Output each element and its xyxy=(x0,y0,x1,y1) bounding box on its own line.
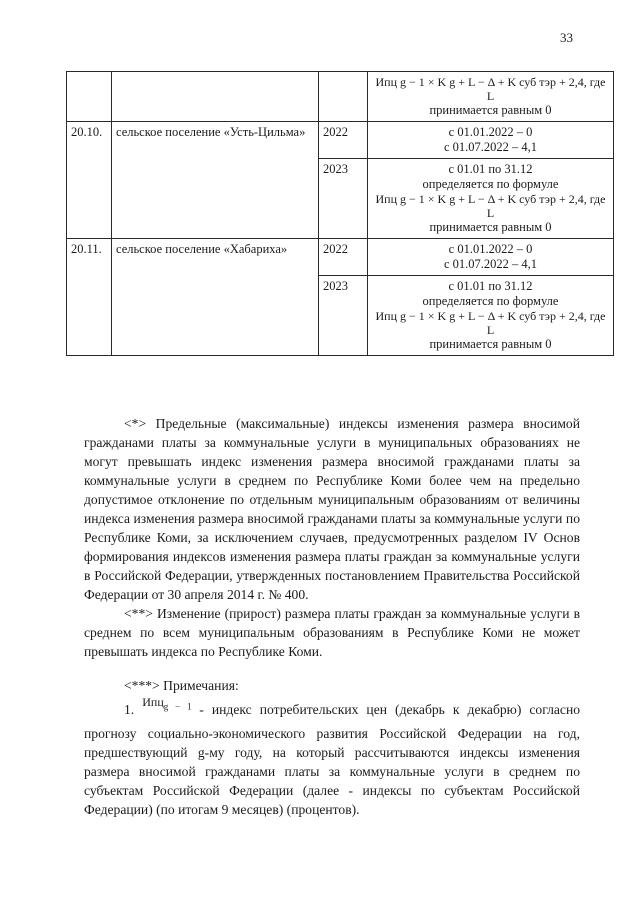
formula: Ипц g − 1 × K g + L − Δ + K суб тэр + 2,4, где L xyxy=(375,309,606,337)
note-1 xyxy=(84,695,581,819)
note-1-text: - индекс потребительских цен (декабрь к декабрю) согласно прогнозу социально-экономического развития Российской Федерации на год, предшествующий g-му году, на который рассчитываются индексы изменения размера вносимой гражданами платы за коммунальные услуги в среднем по субъектам Российской Федерации (далее - индексы по субъектам Российской Федерации) (по итогам 9 месяцев) (процентов). xyxy=(84,702,581,818)
table-cell-value: с 01.01.2022 – 0 с 01.07.2022 – 4,1 xyxy=(368,122,614,159)
table-row xyxy=(67,72,614,122)
indices-table xyxy=(66,71,614,356)
table-cell-text: принимается равным 0 xyxy=(429,103,552,117)
year-cell: 2023 xyxy=(319,159,368,239)
settlement-name: сельское поселение «Усть-Цильма» xyxy=(112,122,319,239)
year-cell: 2023 xyxy=(319,276,368,356)
formula: Ипц g − 1 × K g + L − Δ + K суб тэр + 2,4, где L xyxy=(375,75,606,103)
year-cell: 2022 xyxy=(319,122,368,159)
page-number: 33 xyxy=(560,30,573,45)
table-cell-value: с 01.01 по 31.12 определяется по формуле Ипц g − 1 × K g + L − Δ + K суб тэр + 2,4, где L принимается равным 0 xyxy=(368,159,614,239)
table-row xyxy=(67,239,614,276)
footnote-2: <**> Изменение (прирост) размера платы граждан за коммунальные услуги в среднем по всем муниципальным образованиям в Республике Коми не может превышать индекса по Республике Коми. xyxy=(84,606,580,659)
table-cell-value: с 01.01 по 31.12 определяется по формуле Ипц g − 1 × K g + L − Δ + K суб тэр + 2,4, где L принимается равным 0 xyxy=(368,276,614,356)
note-1-symbol: Ипц$_{g - 1}$ xyxy=(142,695,192,712)
row-number: 20.11. xyxy=(67,239,112,356)
row-number: 20.10. xyxy=(67,122,112,239)
settlement-name: сельское поселение «Хабариха» xyxy=(112,239,319,356)
year-cell: 2022 xyxy=(319,239,368,276)
note-1-number: 1. xyxy=(124,702,135,717)
notes-heading: <***> Примечания: xyxy=(124,678,239,693)
table-cell-value: с 01.01.2022 – 0 с 01.07.2022 – 4,1 xyxy=(368,239,614,276)
formula: Ипц g − 1 × K g + L − Δ + K суб тэр + 2,4, где L xyxy=(375,192,606,220)
table-row xyxy=(67,122,614,159)
table-cell-value xyxy=(368,72,614,122)
footnote-1: <*> Предельные (максимальные) индексы изменения размера вносимой гражданами платы за коммунальные услуги в муниципальных образованиях не могут превышать индекс изменения размера вносимой гражданами платы за коммунальные услуги в среднем по Республике Коми более чем на предельно допустимое отклонение по отдельным муниципальным образованиям от величины индекса изменения размера вносимой гражданами платы за коммунальные услуги по Республике Коми, за исключением случаев, предусмотренных разделом IV Основ формирования индексов изменения размера платы граждан за коммунальные услуги в Российской Федерации, утвержденных постановлением Правительства Российской Федерации от 30 апреля 2014 г. № 400. xyxy=(84,416,580,602)
